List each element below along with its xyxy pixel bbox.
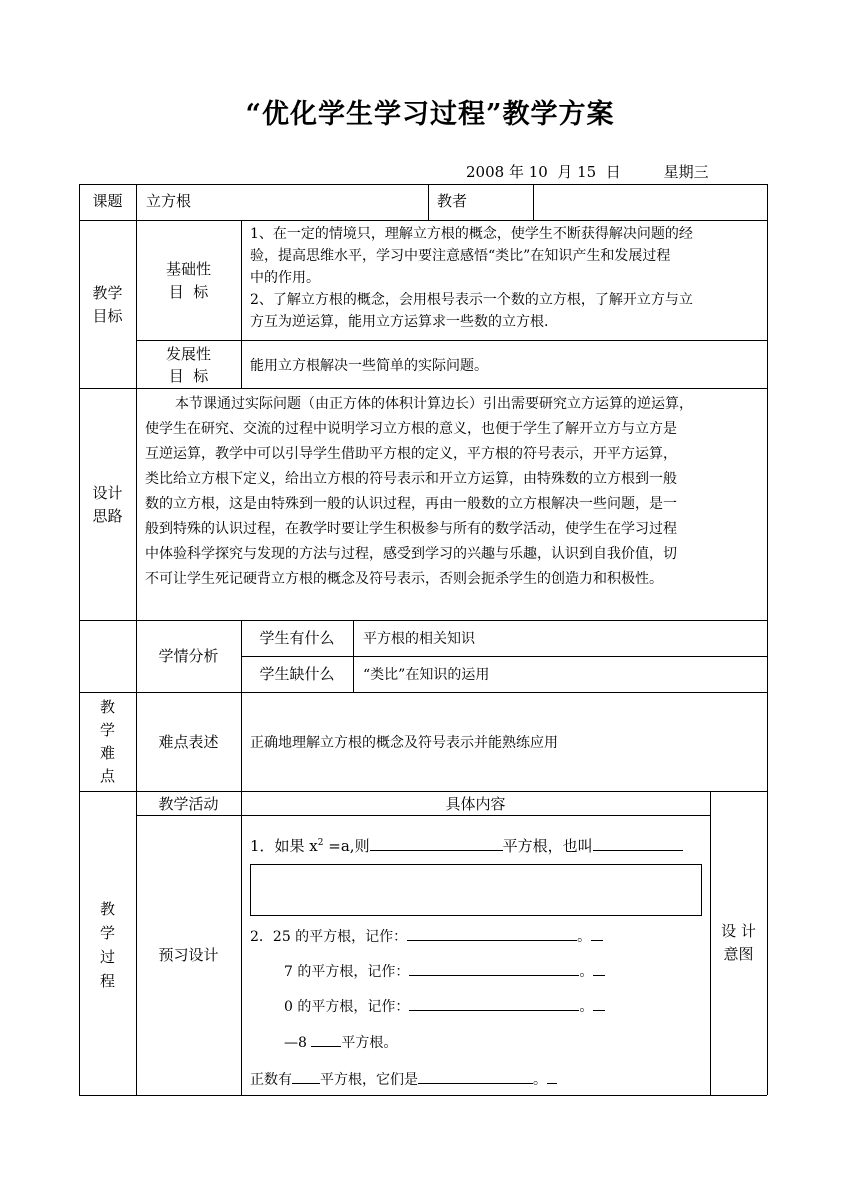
goals-label-2: 目标 [92,307,123,325]
date-line: 2008 年 10 月 15 日 星期三 [466,163,709,181]
answer-blank[interactable] [418,1068,533,1084]
content-header: 具体内容 [445,795,506,813]
answer-box[interactable] [250,864,702,916]
difficulty-label: 教 学 难 点 [99,698,115,785]
analysis-label: 学情分析 [158,647,219,665]
question-2-line-2: 7 的平方根，记作： 。 [284,960,605,983]
lack-label: 学生缺什么 [259,665,335,683]
answer-blank[interactable] [409,960,579,976]
basic-goal-label-2: 目 标 [168,283,209,301]
has-label: 学生有什么 [259,629,335,647]
design-label-1: 设计 [92,484,123,502]
question-2-line-4: —8 平方根。 [284,1031,397,1054]
intent-label-1: 设 计 [721,922,756,940]
question-1: 1．如果 $x^2 =a$,则 平方根，也叫 [250,832,683,857]
question-3: 正数有 平方根，它们是 。 [250,1068,557,1091]
answer-blank[interactable] [409,995,579,1011]
question-2-line-3: 0 的平方根，记作： 。 [284,995,605,1018]
difficulty-sublabel: 难点表述 [158,733,219,751]
dev-goal-label-1: 发展性 [165,345,211,363]
question-2-line-1: 2．25 的平方根，记作： 。 [250,925,603,948]
topic-value: 立方根 [146,192,192,210]
process-label: 教 学 过 程 [99,900,115,990]
teacher-label: 教者 [437,192,468,210]
goals-label-1: 教学 [92,284,123,302]
basic-goal-label-1: 基础性 [165,260,211,278]
document-title: “优化学生学习过程”教学方案 [245,99,615,130]
design-text: 本节课通过实际问题（由正方体的体积计算边长）引出需要研究立方运算的逆运算， 使学生在研究、交流的过程中说明学习立方根的意义，也便于学生了解开立方与立方是 互逆运算，教学中可以引导学生借助平方根的定义，平方根的符号表示，开平方运算， 类比给立方根下定义，给出立方根的符号表示和开立方运算，由特殊数的立方根到一般 数的立方根，这是由特殊到一般的认识过程，再由一般数的立方根解决一些问题，是一 般到特殊的认识过程，在教学时要让学生积极参与所有的数学活动，使学生在学习过程 中体验科学探究与发现的方法与过程，感受到学习的兴趣与乐趣，认识到自我价值，切 不可让学生死记硬背立方根的概念及符号表示，否则会扼杀学生的创造力和积极性。 [145,396,693,587]
answer-blank[interactable] [593,835,683,851]
answer-blank[interactable] [292,1068,320,1084]
topic-label: 课题 [92,192,123,210]
intent-label-2: 意图 [723,945,754,963]
activity-header: 教学活动 [158,795,219,813]
dev-goal-label-2: 目 标 [168,367,209,385]
lack-value: “类比”在知识的运用 [363,667,490,683]
has-value: 平方根的相关知识 [363,631,475,647]
answer-blank[interactable] [370,835,503,851]
basic-goal-text: 1、在一定的情境只，理解立方根的概念，使学生不断获得解决问题的经 验，提高思维水平，学习中要注意感悟“类比”在知识产生和发展过程 中的作用。 2、了解立方根的概念，会用根号表示一个数的立方根，了解开立方与立 方互为逆运算，能用立方运算求一些数的立方根. [250,226,693,330]
difficulty-text: 正确地理解立方根的概念及符号表示并能熟练应用 [250,735,558,751]
answer-blank[interactable] [407,925,577,941]
design-label-2: 思路 [92,507,123,525]
dev-goal-text: 能用立方根解决一些简单的实际问题。 [250,358,488,374]
answer-blank[interactable] [311,1031,341,1047]
activity-name: 预习设计 [158,946,219,964]
